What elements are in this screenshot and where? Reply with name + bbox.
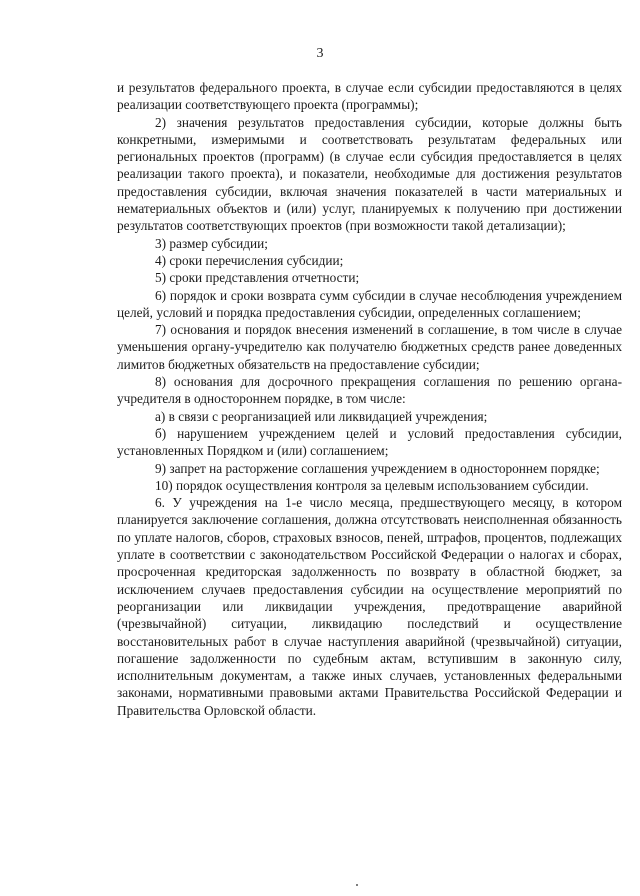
page-number: 3	[316, 46, 324, 61]
paragraph-section-6: 6. У учреждения на 1-е число месяца, предшествующего месяцу, в котором планируется заключение соглашения, должна отсутствовать неисполненная обязанность по уплате налогов, сборов, страховых взносов, пеней, штрафов, процентов, подлежащих уплате в соответствии с законодательством Российской Федерации о налогах и сборах, просроченная кредиторская задолженность по возврату в областной бюджет, за исключением случаев предоставления субсидии на осуществление мероприятий по реорганизации или ликвидации учреждения, предотвращение аварийной (чрезвычайной) ситуации, ликвидацию последствий и осуществление восстановительных работ в случае наступления аварийной (чрезвычайной) ситуации, погашение задолженности по судебным актам, вступившим в законную силу, исполнительным документам, а также иных случаев, установленных федеральными законами, нормативными правовыми актами Правительства Российской Федерации и Правительства Орловской области.	[117, 495, 622, 718]
paragraph-item-8b: б) нарушением учреждением целей и условий предоставления субсидии, установленных Порядком и (или) соглашением;	[117, 425, 622, 459]
paragraph-item-6: 6) порядок и сроки возврата сумм субсидии в случае несоблюдения учреждением целей, условий и порядка предоставления субсидии, определенных соглашением;	[117, 287, 622, 320]
paragraph-item-8a: а) в связи с реорганизацией или ликвидацией учреждения;	[155, 408, 488, 424]
paragraph-item-9: 9) запрет на расторжение соглашения учреждением в одностороннем порядке;	[155, 460, 600, 476]
paragraph-item-4: 4) сроки перечисления субсидии;	[155, 252, 344, 268]
scan-mark	[356, 884, 358, 886]
paragraph-item-5: 5) сроки представления отчетности;	[155, 270, 360, 286]
paragraph-item-3: 3) размер субсидии;	[155, 235, 268, 251]
paragraph-item-7: 7) основания и порядок внесения изменений в соглашение, в том числе в случае уменьшения органу-учредителю как получателю бюджетных средств ранее доведенных лимитов бюджетных обязательств на предоставление субсидии;	[117, 322, 622, 372]
paragraph-item-2: 2) значения результатов предоставления субсидии, которые должны быть конкретными, измеримыми и соответствовать результатам федеральных или региональных проектов (программ) (в случае если субсидия предоставляется в целях реализации такого проекта), и показатели, необходимые для достижения результатов предоставления субсидии, включая значения показателей в части материальных и нематериальных объектов и (или) услуг, планируемых к получению при достижении результатов соответствующих проектов (при возможности такой детализации);	[117, 114, 622, 234]
document-body	[117, 79, 622, 719]
paragraph-item-10: 10) порядок осуществления контроля за целевым использованием субсидии.	[155, 477, 589, 493]
paragraph-continuation: и результатов федерального проекта, в случае если субсидии предоставляются в целях реализации соответствующего проекта (программы);	[117, 80, 622, 113]
paragraph-item-8: 8) основания для досрочного прекращения соглашения по решению органа-учредителя в одностороннем порядке, в том числе:	[117, 374, 622, 407]
